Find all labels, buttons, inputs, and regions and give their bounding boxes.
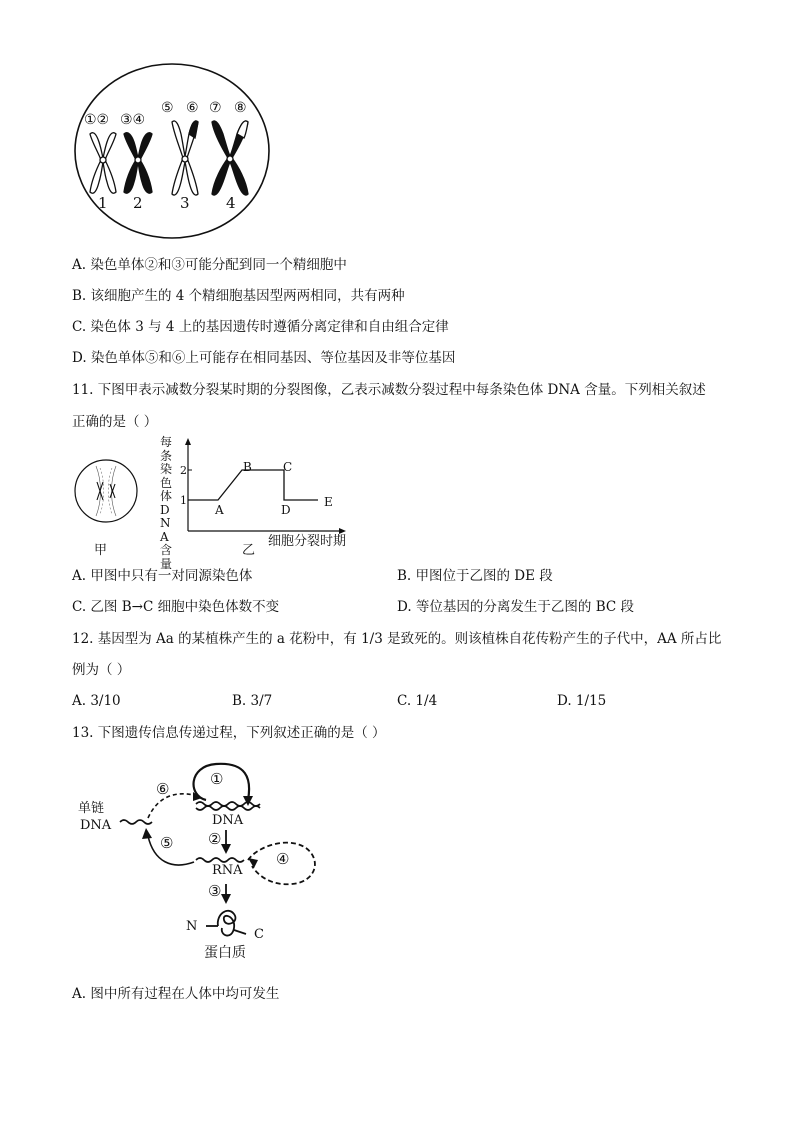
process-mark-2: ② (208, 830, 222, 848)
process-mark-4: ④ (276, 850, 290, 868)
chromosome-number-4: 4 (226, 194, 236, 212)
rna-label: RNA (212, 863, 243, 878)
q11-option-a: A. 甲图中只有一对同源染色体 (72, 568, 253, 584)
process-mark-5: ⑤ (160, 834, 174, 852)
label-yi: 乙 (242, 543, 256, 558)
q13-option-a: A. 图中所有过程在人体中均可发生 (72, 986, 280, 1002)
q11-option-c: C. 乙图 B→C 细胞中染色体数不变 (72, 599, 280, 615)
n-terminus-label: N (186, 919, 198, 934)
protein-label: 蛋白质 (204, 945, 246, 961)
q10-figure (70, 62, 270, 242)
c-terminus-label: C (254, 927, 264, 942)
q13-figure (76, 756, 326, 966)
point-label-b: B (243, 460, 252, 474)
label-jia: 甲 (94, 543, 108, 558)
q11-stem-line1: 11. 下图甲表示减数分裂某时期的分裂图像，乙表示减数分裂过程中每条染色体 DNA 含量。下列相关叙述 (72, 382, 706, 398)
chromosome-4 (212, 121, 248, 195)
dividing-cell-diagram (72, 436, 142, 536)
q11-option-d: D. 等位基因的分离发生于乙图的 BC 段 (397, 599, 635, 615)
chromosome-2 (124, 133, 152, 194)
q11-figure-yi (160, 435, 360, 571)
protein-shape (206, 911, 246, 936)
q11-option-b: B. 甲图位于乙图的 DE 段 (397, 568, 553, 584)
dna-label: DNA (212, 813, 244, 828)
chromosome-1 (90, 133, 116, 194)
chromatid-mark-3-4: ③④ (120, 112, 146, 128)
y-tick-1: 1 (180, 494, 187, 507)
chromatid-mark-6: ⑥ (186, 100, 199, 116)
chromosome-number-2: 2 (133, 194, 143, 212)
q12-stem-line1: 12. 基因型为 Aa 的某植株产生的 a 花粉中，有 1/3 是致死的。则该植株自花传粉产生的子代中，AA 所占比 (72, 631, 722, 647)
chromatid-mark-5: ⑤ (161, 100, 174, 116)
q13-stem: 13. 下图遗传信息传递过程，下列叙述正确的是（ ） (72, 725, 386, 741)
point-label-c: C (283, 460, 293, 474)
q11-stem-line2: 正确的是（ ） (72, 414, 158, 430)
point-label-a: A (215, 503, 224, 517)
chromatid-mark-1-2: ①② (84, 112, 110, 128)
chromatid-mark-8: ⑧ (234, 100, 247, 116)
q11-figure-jia (72, 436, 142, 558)
cell-diagram (70, 62, 270, 242)
y-axis-label: 每条染色体DNA含量 (160, 435, 173, 571)
q12-option-a: A. 3/10 (72, 693, 121, 709)
q10-option-c: C. 染色体 3 与 4 上的基因遗传时遵循分离定律和自由组合定律 (72, 319, 449, 335)
q12-stem-line2: 例为（ ） (72, 662, 131, 678)
process-mark-1: ① (210, 770, 224, 788)
ss-dna-label-line2: DNA (80, 818, 112, 833)
q10-option-a: A. 染色单体②和③可能分配到同一个精细胞中 (72, 257, 347, 273)
process-mark-3: ③ (208, 882, 222, 900)
process-mark-6: ⑥ (156, 780, 170, 798)
chromosome-number-3: 3 (180, 194, 190, 212)
q12-option-c: C. 1/4 (397, 693, 438, 709)
q10-option-b: B. 该细胞产生的 4 个精细胞基因型两两相同，共有两种 (72, 288, 405, 304)
point-label-e: E (324, 495, 333, 509)
chromatid-mark-7: ⑦ (209, 100, 222, 116)
y-tick-2: 2 (180, 464, 187, 477)
dna-content-curve (188, 470, 318, 500)
q12-option-b: B. 3/7 (232, 693, 273, 709)
chromosome-number-1: 1 (98, 194, 108, 212)
point-label-d: D (281, 503, 291, 517)
q10-option-d: D. 染色单体⑤和⑥上可能存在相同基因、等位基因及非等位基因 (72, 350, 456, 366)
chromosome-3 (172, 121, 198, 195)
q12-option-d: D. 1/15 (557, 693, 607, 709)
ss-dna-label-line1: 单链 (78, 801, 105, 816)
x-axis-label: 细胞分裂时期 (268, 534, 347, 549)
